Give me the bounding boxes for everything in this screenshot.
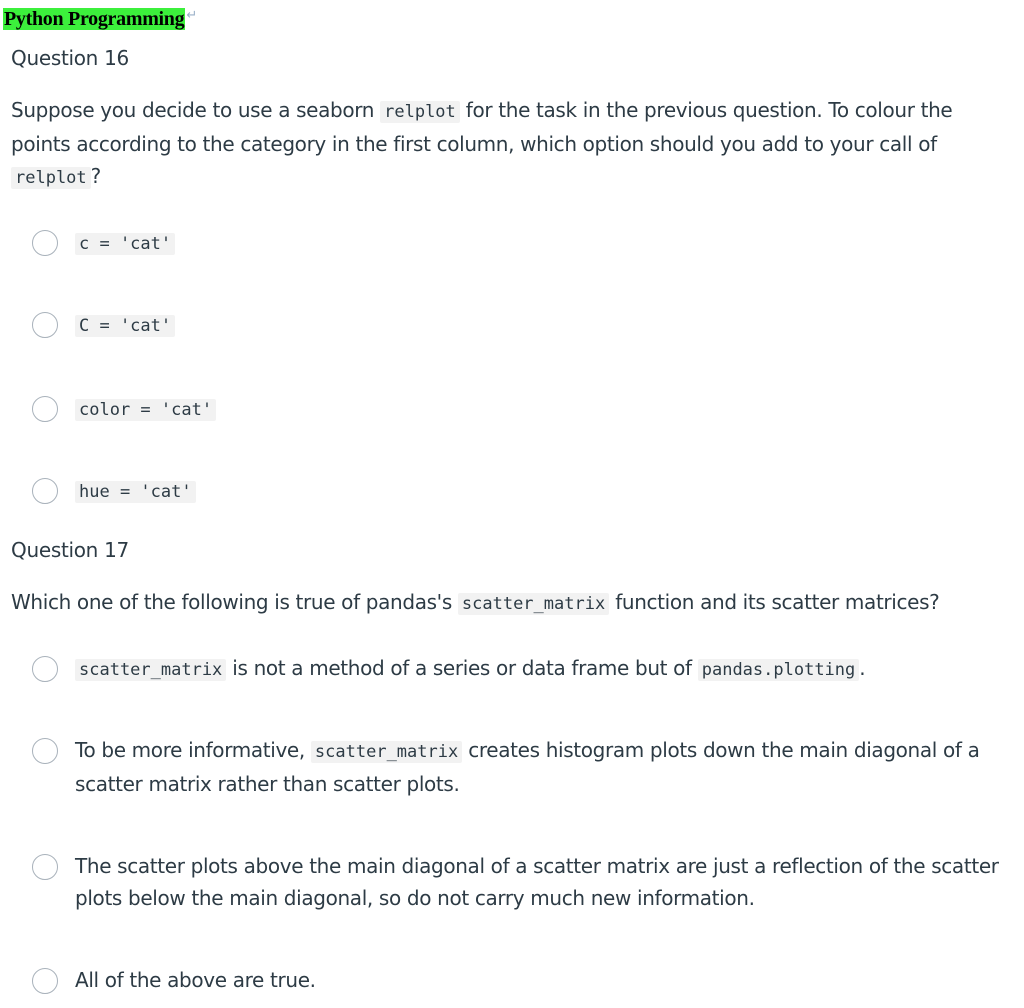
question-17-text-part: function and its scatter matrices? — [609, 590, 940, 614]
option-label — [75, 392, 216, 426]
option-label — [75, 226, 175, 260]
question-17-heading: Question 17 — [11, 538, 129, 562]
question-17-option-1[interactable] — [32, 655, 1007, 686]
question-16-heading: Question 16 — [11, 46, 129, 70]
inline-code: pandas.plotting — [698, 659, 860, 681]
inline-code: relplot — [380, 101, 460, 123]
inline-code: relplot — [11, 167, 91, 189]
option-label — [75, 964, 316, 996]
inline-code: hue = 'cat' — [75, 481, 196, 503]
inline-code: color = 'cat' — [75, 399, 216, 421]
question-17-option-4[interactable] — [32, 967, 1007, 996]
question-16-option-1[interactable] — [32, 229, 1007, 260]
option-text: . — [859, 656, 866, 680]
inline-code: scatter_matrix — [458, 593, 609, 615]
option-text: is not a method of a series or data frame but of — [226, 656, 698, 680]
option-label — [75, 652, 865, 686]
question-17-option-3[interactable] — [32, 853, 1007, 914]
radio-button[interactable] — [32, 738, 58, 764]
question-16-option-3[interactable] — [32, 395, 1007, 426]
radio-button[interactable] — [32, 230, 58, 256]
option-text: The scatter plots above the main diagonal of a scatter matrix are just a reflection of the scatter plots below the main diagonal, so do not carry much new information. — [75, 854, 999, 910]
option-text: creates histogram plots down the main diagonal of a scatter matrix rather than scatter plots. — [75, 738, 980, 796]
radio-button[interactable] — [32, 478, 58, 504]
option-label — [75, 308, 175, 342]
question-17-text-part: Which one of the following is true of pandas's — [11, 590, 458, 614]
option-label — [75, 850, 1007, 914]
inline-code: scatter_matrix — [311, 741, 462, 763]
inline-code: C = 'cat' — [75, 315, 175, 337]
question-16-option-4[interactable] — [32, 477, 1007, 508]
radio-button[interactable] — [32, 656, 58, 682]
question-16-text — [11, 94, 1011, 194]
option-label — [75, 474, 196, 508]
document-title-text: Python Programming — [4, 8, 185, 30]
question-17-option-2[interactable] — [32, 737, 1007, 800]
question-17-text — [11, 586, 1011, 620]
radio-button[interactable] — [32, 854, 58, 880]
option-label — [75, 734, 1007, 800]
question-16-text-part: ? — [90, 164, 101, 188]
radio-button[interactable] — [32, 396, 58, 422]
question-16-text-part: for the task in the previous question. To colour the points according to the category in the first column, which option should you add to your call of — [11, 98, 953, 156]
return-mark-icon: ↵ — [186, 8, 197, 23]
inline-code: scatter_matrix — [75, 659, 226, 681]
question-16-text-part: Suppose you decide to use a seaborn — [11, 98, 381, 122]
inline-code: c = 'cat' — [75, 233, 175, 255]
option-text: To be more informative, — [75, 738, 311, 762]
radio-button[interactable] — [32, 968, 58, 994]
option-text: All of the above are true. — [75, 968, 316, 992]
document-title — [3, 2, 197, 33]
radio-button[interactable] — [32, 312, 58, 338]
question-16-option-2[interactable] — [32, 311, 1007, 342]
